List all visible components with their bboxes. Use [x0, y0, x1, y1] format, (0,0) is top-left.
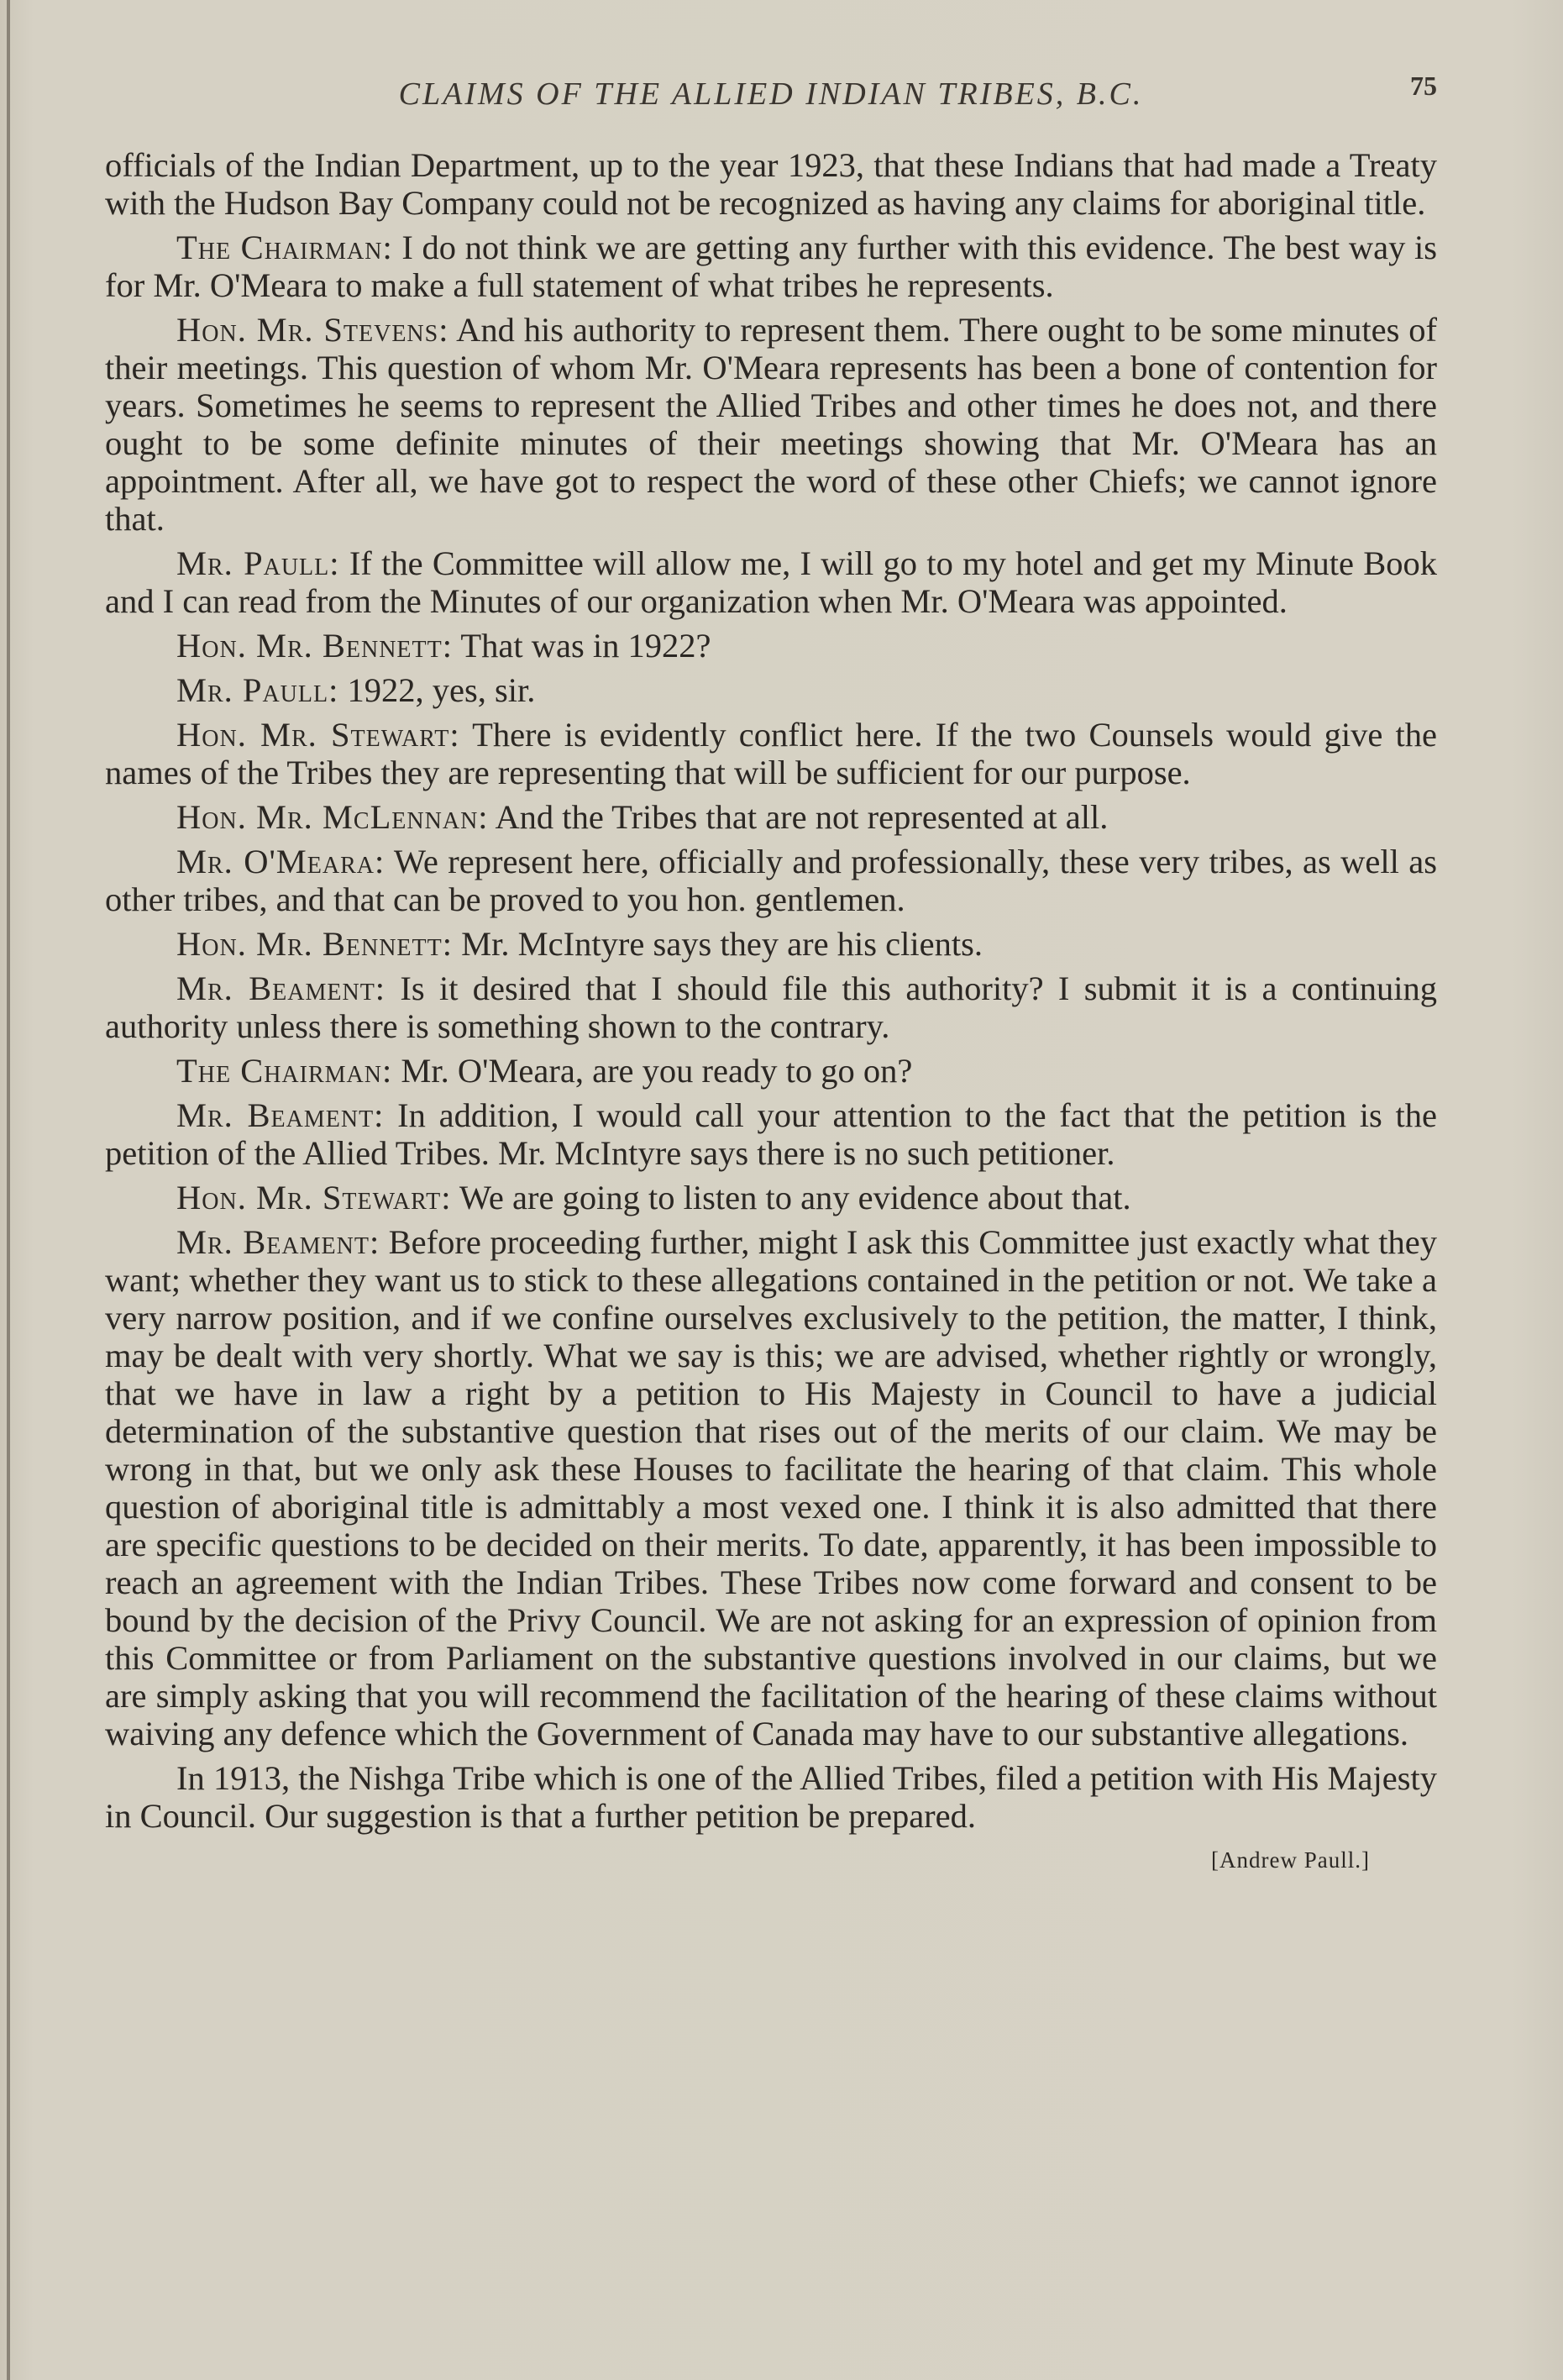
paragraph-text: Is it desired that I should file this authority? I submit it is a continuing authority unless there is something shown to the contrary.	[105, 969, 1438, 1045]
speaker-name: The Chairman:	[176, 1052, 393, 1090]
speaker-name: Hon. Mr. McLennan:	[176, 798, 489, 836]
speaker-signature: [Andrew Paull.]	[1211, 1847, 1370, 1873]
running-title: CLAIMS OF THE ALLIED INDIAN TRIBES, B.C.	[398, 76, 1144, 112]
speaker-name: Mr. O'Meara:	[176, 843, 386, 880]
paragraph	[105, 1052, 1437, 1090]
paragraph	[105, 969, 1437, 1045]
paragraph	[105, 1179, 1437, 1216]
paragraph	[105, 925, 1437, 963]
paragraph	[105, 716, 1437, 791]
paragraph-text: 1922, yes, sir.	[347, 671, 536, 709]
paragraph	[105, 229, 1437, 304]
speaker-name: Hon. Mr. Bennett:	[176, 925, 453, 963]
transcript-body	[105, 146, 1437, 1879]
paragraph-text: Before proceeding further, might I ask this Committee just exactly what they want; whether they want us to stick to these allegations contained in the petition or not. We take a very narrow position, and if we confine ourselves exclusively to the petition, the matter, I think, may be dealt with very shortly. What we say is this; we are advised, whether rightly or wrongly, that we have in law a right by a petition to His Majesty in Council to have a judicial determination of the substantive question that rises out of the merits of our claim. We may be wrong in that, but we only ask these Houses to facilitate the hearing of that claim. This whole question of aboriginal title is admittably a most vexed one. I think it is also admitted that there are specific questions to be decided on their merits. To date, apparently, it has been impossible to reach an agreement with the Indian Tribes. These Tribes now come forward and consent to be bound by the decision of the Privy Council. We are not asking for an expression of opinion from this Committee or from Parliament on the substantive questions involved in our claims, but we are simply asking that you will recommend the facilitation of the hearing of these claims without waiving any defence which the Government of Canada may have to our substantive allegations.	[105, 1223, 1437, 1752]
paragraph-text: In addition, I would call your attention to the fact that the petition is the petition of the Allied Tribes. Mr. McIntyre says there is no such petitioner.	[105, 1096, 1438, 1172]
paragraph-text: And his authority to represent them. There ought to be some minutes of their meetings. This question of whom Mr. O'Meara represents has been a bone of contention for years. Sometimes he seems to represent the Allied Tribes and other times he does not, and there ought to be some definite minutes of their meetings showing that Mr. O'Meara has an appointment. After all, we have got to respect the word of these other Chiefs; we cannot ignore that.	[105, 311, 1437, 538]
paragraph-text: Mr. McIntyre says they are his clients.	[461, 925, 983, 963]
paragraph-text: That was in 1922?	[460, 627, 711, 665]
paragraph	[105, 1096, 1437, 1172]
speaker-name: Mr. Paull:	[176, 544, 340, 582]
paragraph-text: We are going to listen to any evidence about that.	[459, 1179, 1131, 1216]
paragraph-text: There is evidently conflict here. If the two Counsels would give the names of the Tribes they are representing that will be sufficient for our purpose.	[105, 716, 1437, 791]
speaker-name: Hon. Mr. Stewart:	[176, 716, 460, 754]
speaker-name: Hon. Mr. Stewart:	[176, 1179, 452, 1216]
paragraph-text: officials of the Indian Department, up to the year 1923, that these Indians that had made a Treaty with the Hudson Bay Company could not be recognized as having any claims for aboriginal title.	[105, 146, 1437, 222]
speaker-name: The Chairman:	[176, 229, 393, 266]
speaker-name: Mr. Beament:	[176, 1223, 380, 1261]
paragraph	[105, 544, 1437, 620]
paragraph	[105, 311, 1437, 538]
paragraph	[105, 798, 1437, 836]
speaker-name: Mr. Beament:	[176, 1096, 385, 1134]
paragraph-text: Mr. O'Meara, are you ready to go on?	[401, 1052, 913, 1090]
paragraph	[105, 843, 1437, 918]
paragraph-text: In 1913, the Nishga Tribe which is one of the Allied Tribes, filed a petition with His Majesty in Council. Our suggestion is that a further petition be prepared.	[105, 1759, 1437, 1835]
paragraph	[105, 146, 1437, 222]
paragraph-text: We represent here, officially and professionally, these very tribes, as well as other tribes, and that can be proved to you hon. gentlemen.	[105, 843, 1437, 918]
paragraph	[105, 1759, 1437, 1835]
paragraph-text: And the Tribes that are not represented at all.	[495, 798, 1109, 836]
speaker-name: Mr. Paull:	[176, 671, 339, 709]
page-number: 75	[1410, 71, 1437, 101]
paragraph-text: If the Committee will allow me, I will go to my hotel and get my Minute Book and I can read from the Minutes of our organization when Mr. O'Meara was appointed.	[105, 544, 1437, 620]
paragraph	[105, 671, 1437, 709]
speaker-name: Hon. Mr. Stevens:	[176, 311, 449, 349]
speaker-name: Mr. Beament:	[176, 969, 386, 1007]
paragraph-text: I do not think we are getting any further with this evidence. The best way is for Mr. O'Meara to make a full statement of what tribes he represents.	[105, 229, 1438, 304]
page-header	[105, 67, 1437, 134]
paragraph	[105, 1223, 1437, 1752]
paragraph	[105, 627, 1437, 665]
binding-edge	[7, 0, 10, 2380]
speaker-name: Hon. Mr. Bennett:	[176, 627, 453, 665]
